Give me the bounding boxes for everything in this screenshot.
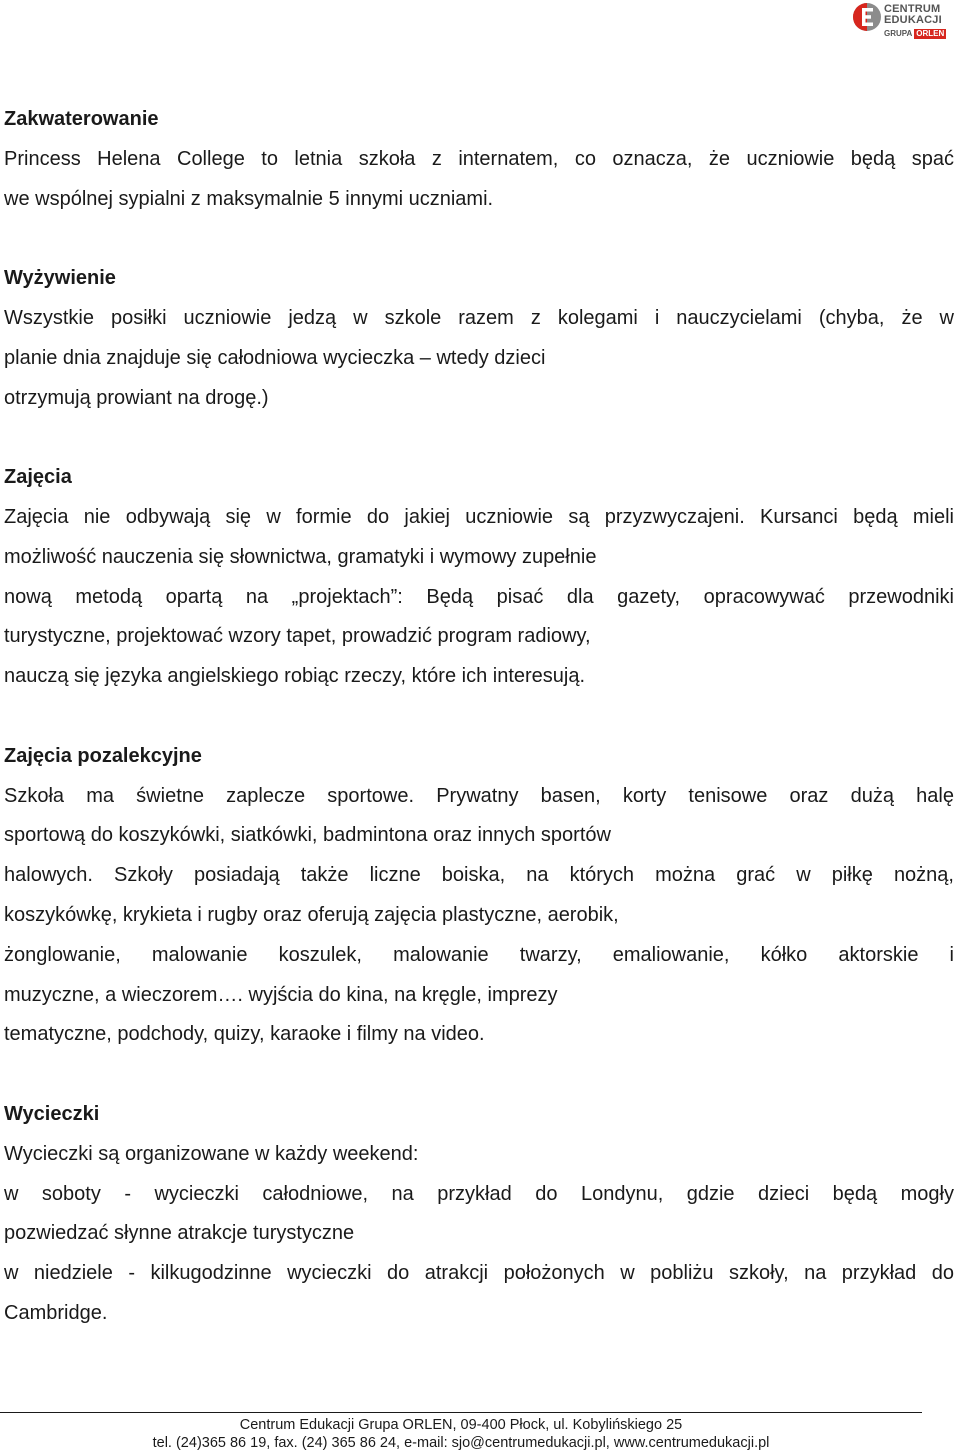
paragraph-line: możliwość nauczenia się słownictwa, gramatyki i wymowy zupełnie xyxy=(4,545,597,568)
logo-e-icon xyxy=(852,2,882,32)
logo-text-edukacji: EDUKACJI xyxy=(884,14,942,26)
document-body xyxy=(4,100,954,1374)
paragraph-line: Wszystkie posiłki uczniowie jedzą w szkole razem z kolegami i nauczycielami (chyba, że w xyxy=(4,306,954,329)
centrum-edukacji-logo xyxy=(852,2,954,42)
paragraph-line: halowych. Szkoły posiadają także liczne boiska, na których można grać w piłkę nożną, xyxy=(4,864,954,887)
footer-contact: tel. (24)365 86 19, fax. (24) 365 86 24, e-mail: sjo@centrumedukacji.pl, www.centrumedukacji.pl xyxy=(152,1435,770,1451)
section-heading: Zakwaterowanie xyxy=(4,108,159,130)
paragraph-line: Cambridge. xyxy=(4,1301,108,1324)
logo-text-grupa: GRUPA xyxy=(884,29,913,38)
paragraph-line: turystyczne, projektować wzory tapet, prowadzić program radiowy, xyxy=(4,625,591,648)
section-zajecia-pozalekcyjne xyxy=(4,737,954,1055)
paragraph-line: pozwiedzać słynne atrakcje turystyczne xyxy=(4,1222,355,1245)
paragraph-line: we wspólnej sypialni z maksymalnie 5 innymi uczniami. xyxy=(4,187,494,210)
paragraph-line: Princess Helena College to letnia szkoła z internatem, co oznacza, że uczniowie będą spać xyxy=(4,147,954,170)
paragraph-line: Zajęcia nie odbywają się w formie do jakiej uczniowie są przyzwyczajeni. Kursanci będą mieli xyxy=(4,505,954,528)
paragraph-line: nauczą się języka angielskiego robiąc rzeczy, które ich interesują. xyxy=(4,665,586,688)
paragraph-line: żonglowanie, malowanie koszulek, malowanie twarzy, emaliowanie, kółko aktorskie i xyxy=(4,943,954,966)
paragraph-line: sportową do koszykówki, siatkówki, badmintona oraz innych sportów xyxy=(4,824,611,847)
logo-grupa-orlen xyxy=(884,29,946,39)
section-heading: Zajęcia pozalekcyjne xyxy=(4,744,202,767)
section-heading: Zajęcia xyxy=(4,466,72,489)
logo-text-orlen: ORLEN xyxy=(916,29,945,38)
paragraph-line: otrzymują prowiant na drogę.) xyxy=(4,386,269,409)
section-zakwaterowanie xyxy=(4,100,954,219)
paragraph-line: planie dnia znajduje się całodniowa wycieczka – wtedy dzieci xyxy=(4,346,546,369)
paragraph-line: w soboty - wycieczki całodniowe, na przykład do Londynu, gdzie dzieci będą mogły xyxy=(4,1182,954,1205)
paragraph-line: tematyczne, podchody, quizy, karaoke i filmy na video. xyxy=(4,1023,485,1046)
section-heading: Wycieczki xyxy=(4,1102,100,1125)
paragraph-line: Szkoła ma świetne zaplecze sportowe. Prywatny basen, korty tenisowe oraz dużą halę xyxy=(4,784,954,807)
logo-text-centrum: CENTRUM xyxy=(884,3,941,15)
section-heading: Wyżywienie xyxy=(4,267,116,290)
paragraph-line: nową metodą opartą na „projektach”: Będą pisać dla gazety, opracowywać przewodniki xyxy=(4,585,954,608)
paragraph-line: koszykówkę, krykieta i rugby oraz oferują zajęcia plastyczne, aerobik, xyxy=(4,903,619,926)
section-wycieczki xyxy=(4,1095,954,1334)
footer-divider xyxy=(0,1412,922,1413)
section-wyzywienie xyxy=(4,259,954,418)
paragraph-line: Wycieczki są organizowane w każdy weekend: xyxy=(4,1142,419,1165)
paragraph-line: muzyczne, a wieczorem…. wyjścia do kina, na kręgle, imprezy xyxy=(4,983,558,1006)
paragraph-line: w niedziele - kilkugodzinne wycieczki do atrakcji położonych w pobliżu szkoły, na przykład do xyxy=(4,1262,954,1285)
section-zajecia xyxy=(4,458,954,697)
footer-address: Centrum Edukacji Grupa ORLEN, 09-400 Płock, ul. Kobylińskiego 25 xyxy=(239,1417,683,1433)
